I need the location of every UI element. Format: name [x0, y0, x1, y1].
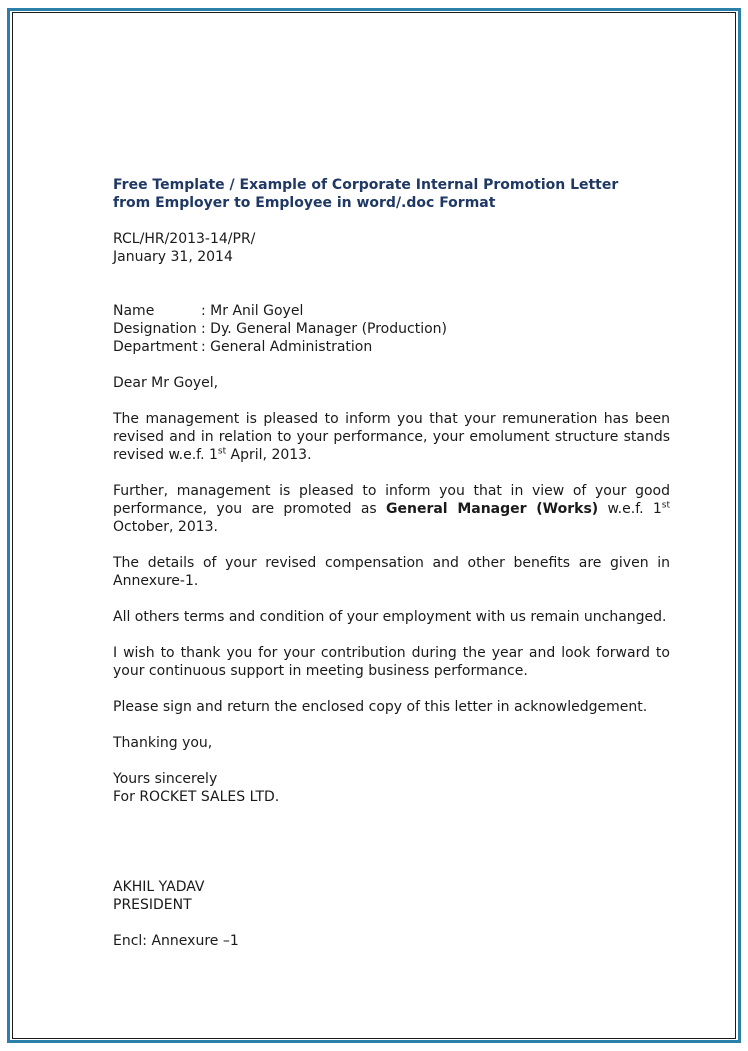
closing-line: Yours sincerely [113, 771, 218, 787]
letter-date: January 31, 2014 [113, 249, 233, 265]
paragraph-thanks: I wish to thank you for your contribution during the year and look forward to your continuous support in meeting business performance. [113, 645, 670, 679]
paragraph-compensation: The details of your revised compensation and other benefits are given in Annexure-1. [113, 555, 670, 589]
paragraph-remuneration [113, 410, 670, 464]
paragraph-remuneration-text: The management is pleased to inform you that your remuneration has been revised and in relation to your performance, your emolument structure stands revised w.e.f. 1 [113, 411, 670, 463]
paragraph-promotion-pre: Further, management is pleased to inform you that in view of your good performance, you are promoted as [113, 483, 670, 517]
company-line: For ROCKET SALES LTD. [113, 789, 280, 805]
name-field [113, 302, 670, 320]
designation-label: Designation [113, 321, 197, 337]
paragraph-sign: Please sign and return the enclosed copy of this letter in acknowledgement. [113, 699, 648, 715]
department-field [113, 338, 670, 356]
paragraph-remuneration-sup: st [217, 446, 227, 457]
department-value: : General Administration [201, 339, 373, 355]
signatory-title: PRESIDENT [113, 897, 192, 913]
paragraph-promotion-sup: st [661, 500, 670, 511]
signatory-name: AKHIL YADAV [113, 879, 205, 895]
name-value: : Mr Anil Goyel [201, 303, 304, 319]
designation-value: : Dy. General Manager (Production) [201, 321, 447, 337]
reference-number: RCL/HR/2013-14/PR/ [113, 231, 256, 247]
paragraph-promotion-mid: w.e.f. 1 [598, 501, 662, 517]
salutation: Dear Mr Goyel, [113, 375, 219, 391]
name-label: Name [113, 303, 155, 319]
thanking-line: Thanking you, [113, 735, 213, 751]
letter-body [113, 176, 670, 950]
paragraph-remuneration-tail: April, 2013. [226, 447, 312, 463]
paragraph-promotion-tail: October, 2013. [113, 519, 219, 535]
department-label: Department [113, 339, 198, 355]
letter-title-line-2: from Employer to Employee in word/.doc Format [113, 195, 496, 211]
designation-field [113, 320, 670, 338]
enclosure-line: Encl: Annexure –1 [113, 933, 239, 949]
paragraph-terms: All others terms and condition of your employment with us remain unchanged. [113, 609, 667, 625]
letter-title-line-1: Free Template / Example of Corporate Internal Promotion Letter [113, 177, 619, 193]
promotion-designation: General Manager (Works) [386, 501, 599, 517]
paragraph-promotion [113, 482, 670, 536]
